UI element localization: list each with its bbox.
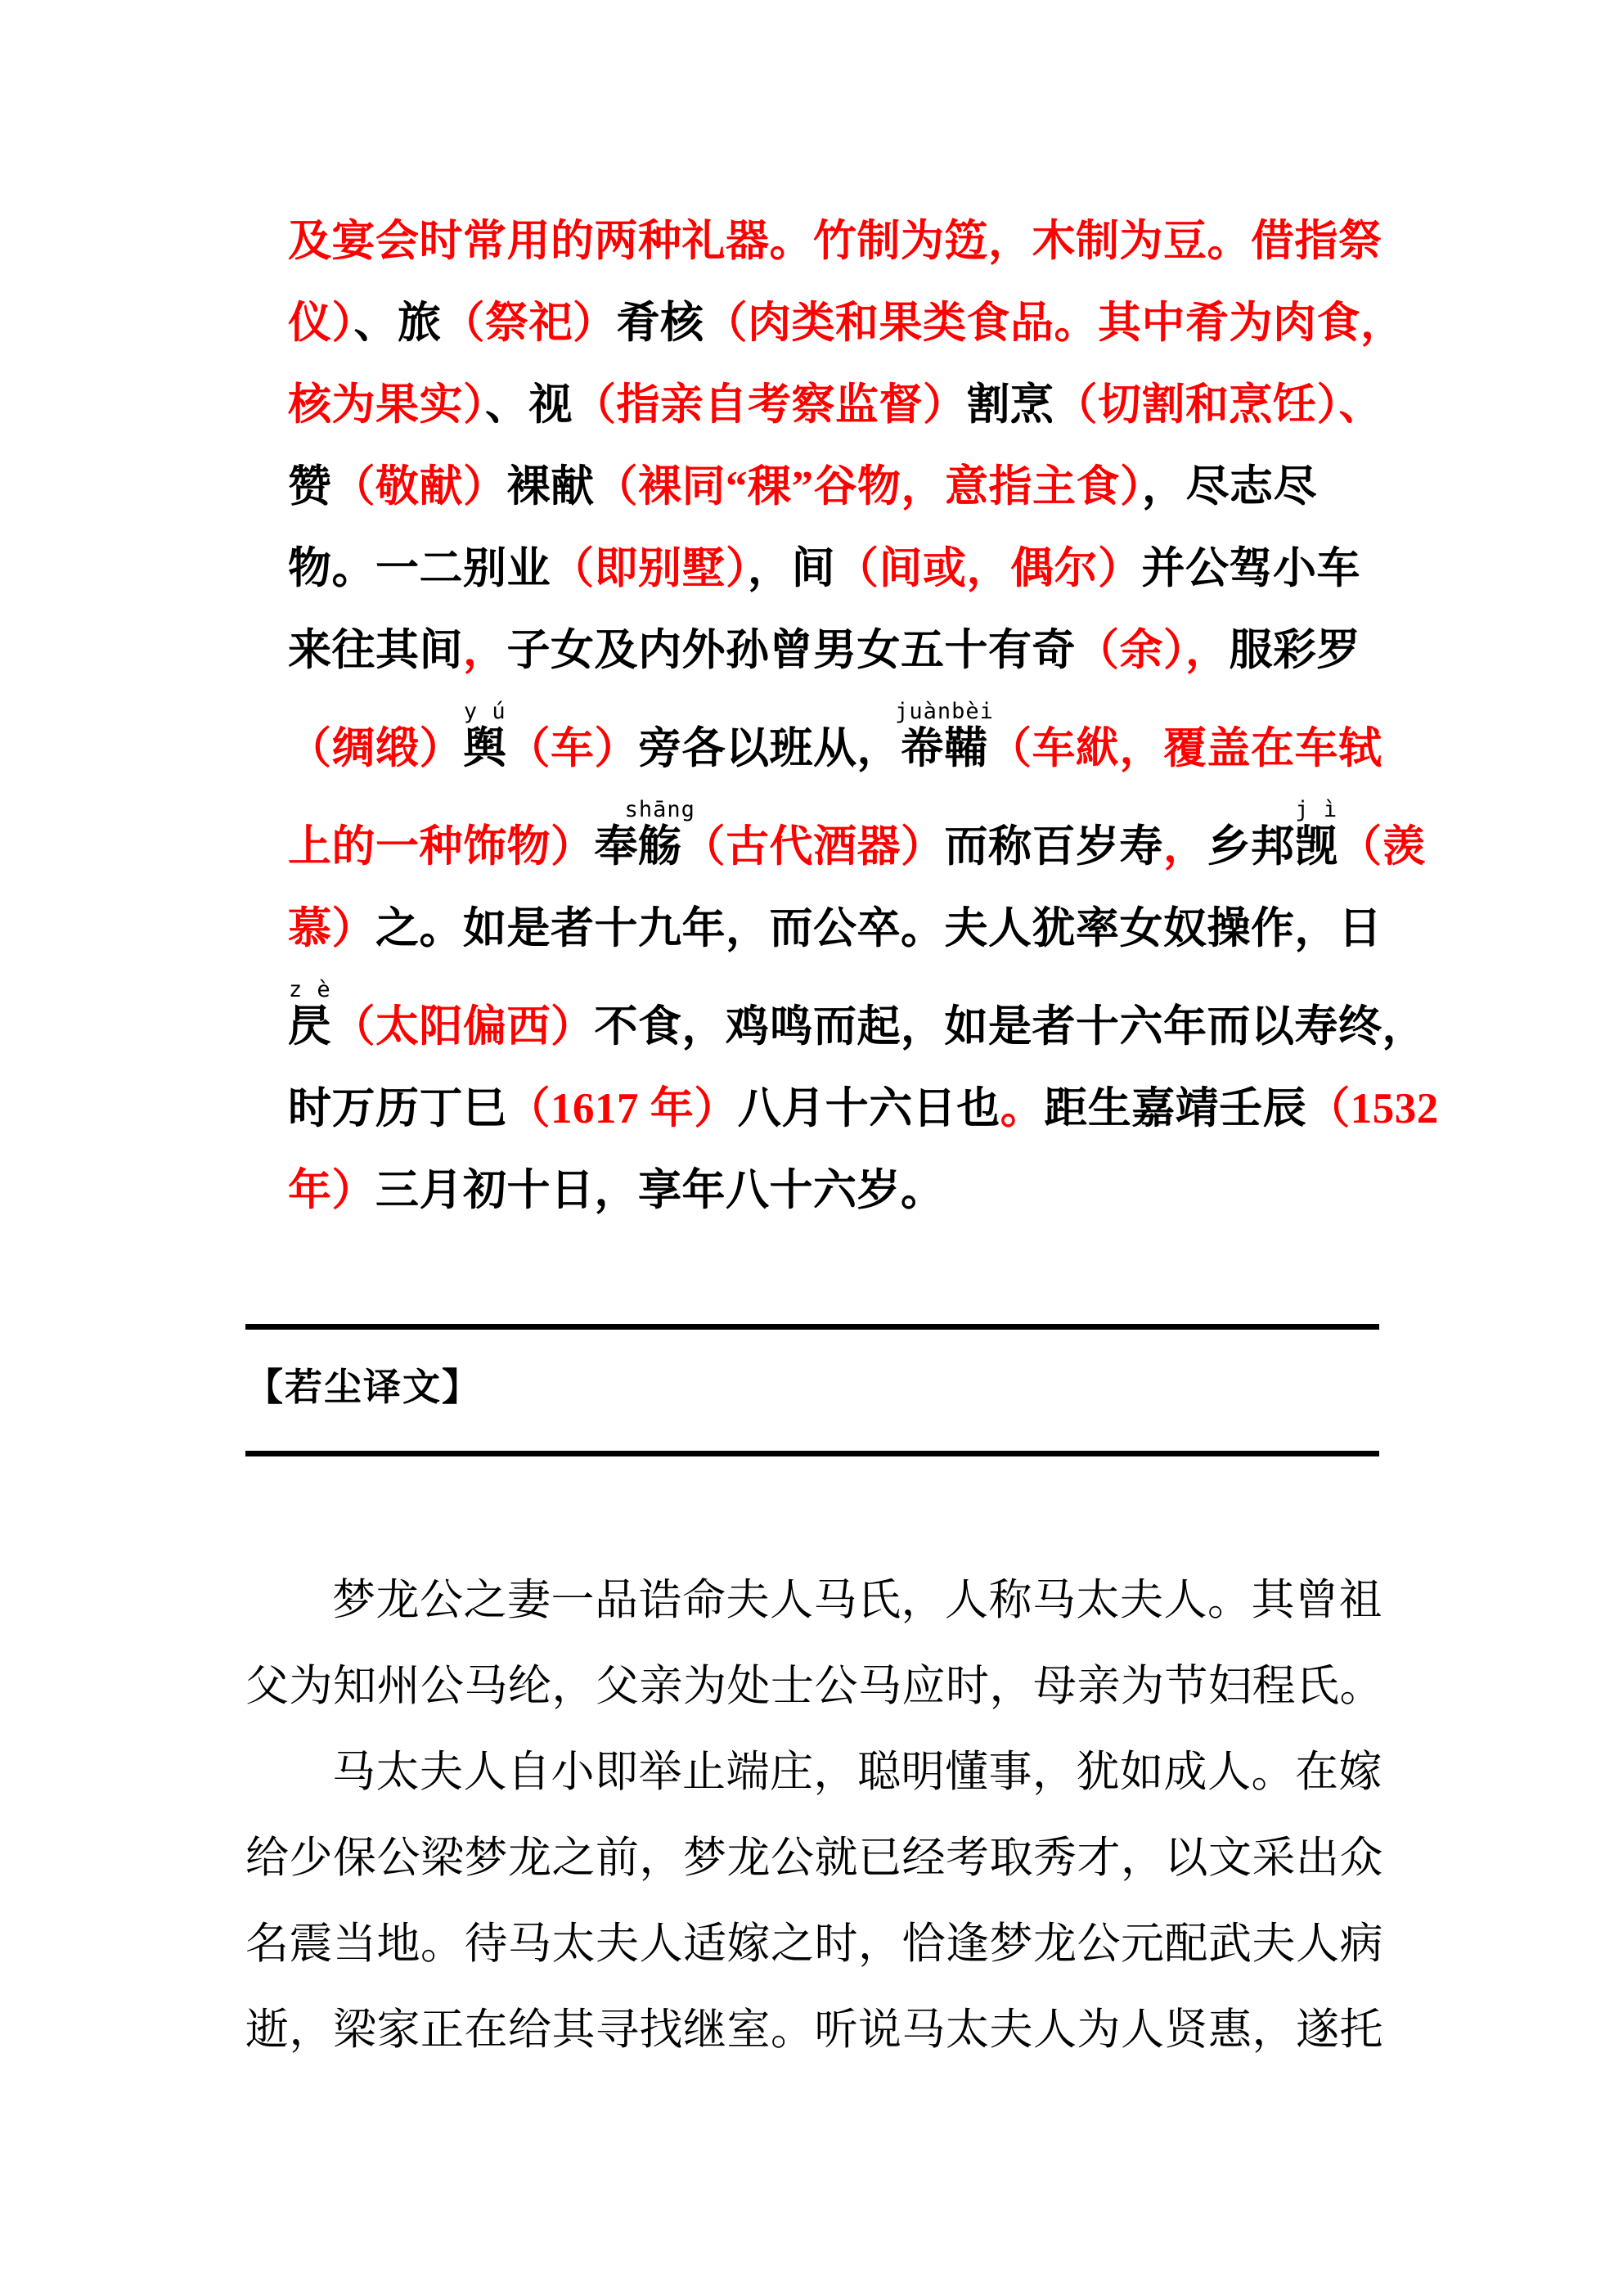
text-segment: （间或，偶尔） — [835, 545, 1142, 592]
text-segment: 物。一二别业 — [288, 545, 551, 592]
pinyin-label: y ú — [463, 699, 506, 724]
annotation-line — [288, 797, 1426, 888]
text-segment: 不食，鸡鸣而起，如是者十六年而以寿终， — [594, 1003, 1426, 1051]
text-segment: ， — [463, 627, 507, 674]
text-segment: （1617 年） — [506, 1085, 738, 1132]
text-segment: （太阳偏西） — [331, 1003, 595, 1051]
annotation-line — [288, 1068, 1439, 1150]
text-segment: 三月初十日，享年八十六岁。 — [375, 1167, 945, 1214]
text-segment: （肉类和果类食品。其中肴为肉食， — [704, 299, 1405, 347]
text-segment: 、视 — [485, 381, 573, 429]
text-segment: （余）， — [1076, 627, 1230, 674]
annotation-line — [288, 610, 1379, 691]
text-segment: 裸献 — [506, 463, 595, 511]
annotation-line — [288, 364, 1382, 446]
pinyin-label: shāng — [624, 797, 695, 822]
text-segment: （裸同“稞”谷物，意指主食） — [594, 463, 1142, 511]
annotation-line — [288, 282, 1405, 364]
text-segment: 上的一种饰物） — [288, 823, 595, 871]
text-segment: 赞 — [288, 463, 332, 511]
text-segment: 八月十六日也 — [737, 1085, 1000, 1132]
text-segment: （切割和烹饪）、 — [1054, 381, 1382, 429]
pinyin-label: z è — [288, 977, 331, 1002]
section-divider-bottom-rule — [245, 1451, 1379, 1456]
text-segment: 慕） — [288, 905, 375, 952]
text-segment: （指亲自考察监督） — [573, 381, 967, 429]
page-content — [245, 0, 1439, 2073]
text-segment: ， — [1163, 823, 1207, 871]
text-segment: 距生嘉靖壬辰 — [1044, 1085, 1307, 1132]
text-segment: 年） — [288, 1167, 375, 1214]
text-segment: 之。如是者十九年，而公卒。夫人犹率女奴操作，日 — [375, 905, 1382, 952]
text-segment: 服彩罗 — [1229, 627, 1360, 674]
text-segment: 并公驾小车 — [1141, 545, 1360, 592]
pinyin-label: j ì — [1295, 797, 1338, 822]
text-segment: 时万历丁巳 — [288, 1085, 507, 1132]
text-segment: 而称百岁寿 — [944, 823, 1163, 871]
text-segment: 奉 — [594, 823, 638, 871]
annotation-line — [288, 888, 1382, 970]
text-segment: （1532 — [1306, 1085, 1439, 1132]
text-segment: ，尽志尽 — [1142, 463, 1317, 511]
translation-line: 梦龙公之妻一品诰命夫人马氏，人称马太夫人。其曾祖 — [332, 1577, 1382, 1624]
text-segment: 舆 y ú — [463, 699, 507, 772]
text-segment: ，间 — [748, 545, 835, 592]
text-segment: （车絥，覆盖在车轼 — [988, 725, 1382, 772]
text-segment: （羡 — [1338, 823, 1426, 871]
text-segment: 仪） — [288, 299, 354, 347]
annotation-line — [288, 200, 1382, 282]
text-segment: （敬献） — [331, 463, 507, 511]
translation-block — [245, 1558, 1383, 2073]
section-heading: 【若尘译文】 — [245, 1366, 481, 1408]
text-segment: （车） — [506, 725, 638, 772]
translation-line: 马太夫人自小即举止端庄，聪明懂事，犹如成人。在嫁 — [332, 1749, 1382, 1796]
text-segment: 肴核 — [616, 299, 704, 347]
text-segment: 及宴会时常用的两种礼器。竹制为笾，木制为豆。借指祭 — [288, 218, 1382, 265]
text-segment: 、旅 — [353, 299, 442, 347]
text-segment: （即别墅） — [551, 545, 748, 592]
text-segment: 觞 shāng — [624, 797, 695, 871]
text-segment: 乡邦 — [1207, 823, 1295, 871]
text-segment: 昃 z è — [288, 977, 332, 1051]
translation-line: 逝，梁家正在给其寻找继室。听说马太夫人为人贤惠，遂托 — [245, 2006, 1383, 2054]
text-segment: 帣鞴 juànbèi — [895, 699, 994, 772]
annotation-line — [288, 977, 1426, 1068]
text-segment: 觊 j ì — [1294, 797, 1338, 871]
text-segment: 。 — [1000, 1085, 1045, 1132]
text-segment: （祭祀） — [441, 299, 617, 347]
text-segment: 来往其间 — [288, 627, 463, 674]
section-divider-top-rule — [245, 1324, 1379, 1330]
text-segment: 旁各以班从， — [638, 725, 901, 772]
translation-line: 名震当地。待马太夫人适嫁之时，恰逢梦龙公元配武夫人病 — [245, 1920, 1383, 1968]
text-segment: 子女及内外孙曾男女五十有奇 — [506, 627, 1076, 674]
annotation-block — [245, 200, 1439, 1231]
text-segment: （古代酒器） — [681, 823, 945, 871]
annotation-line — [288, 528, 1379, 610]
translation-line: 父为知州公马纶，父亲为处士公马应时，母亲为节妇程氏。 — [245, 1663, 1383, 1710]
annotation-line — [288, 1150, 1379, 1231]
text-segment: 核为果实） — [288, 381, 485, 429]
text-segment: 割烹 — [966, 381, 1054, 429]
text-segment: （绸缎） — [288, 725, 463, 772]
annotation-line — [288, 446, 1379, 528]
pinyin-label: juànbèi — [895, 699, 994, 724]
translation-line: 给少保公梁梦龙之前，梦龙公就已经考取秀才，以文采出众 — [245, 1835, 1383, 1882]
annotation-line — [288, 699, 1382, 790]
